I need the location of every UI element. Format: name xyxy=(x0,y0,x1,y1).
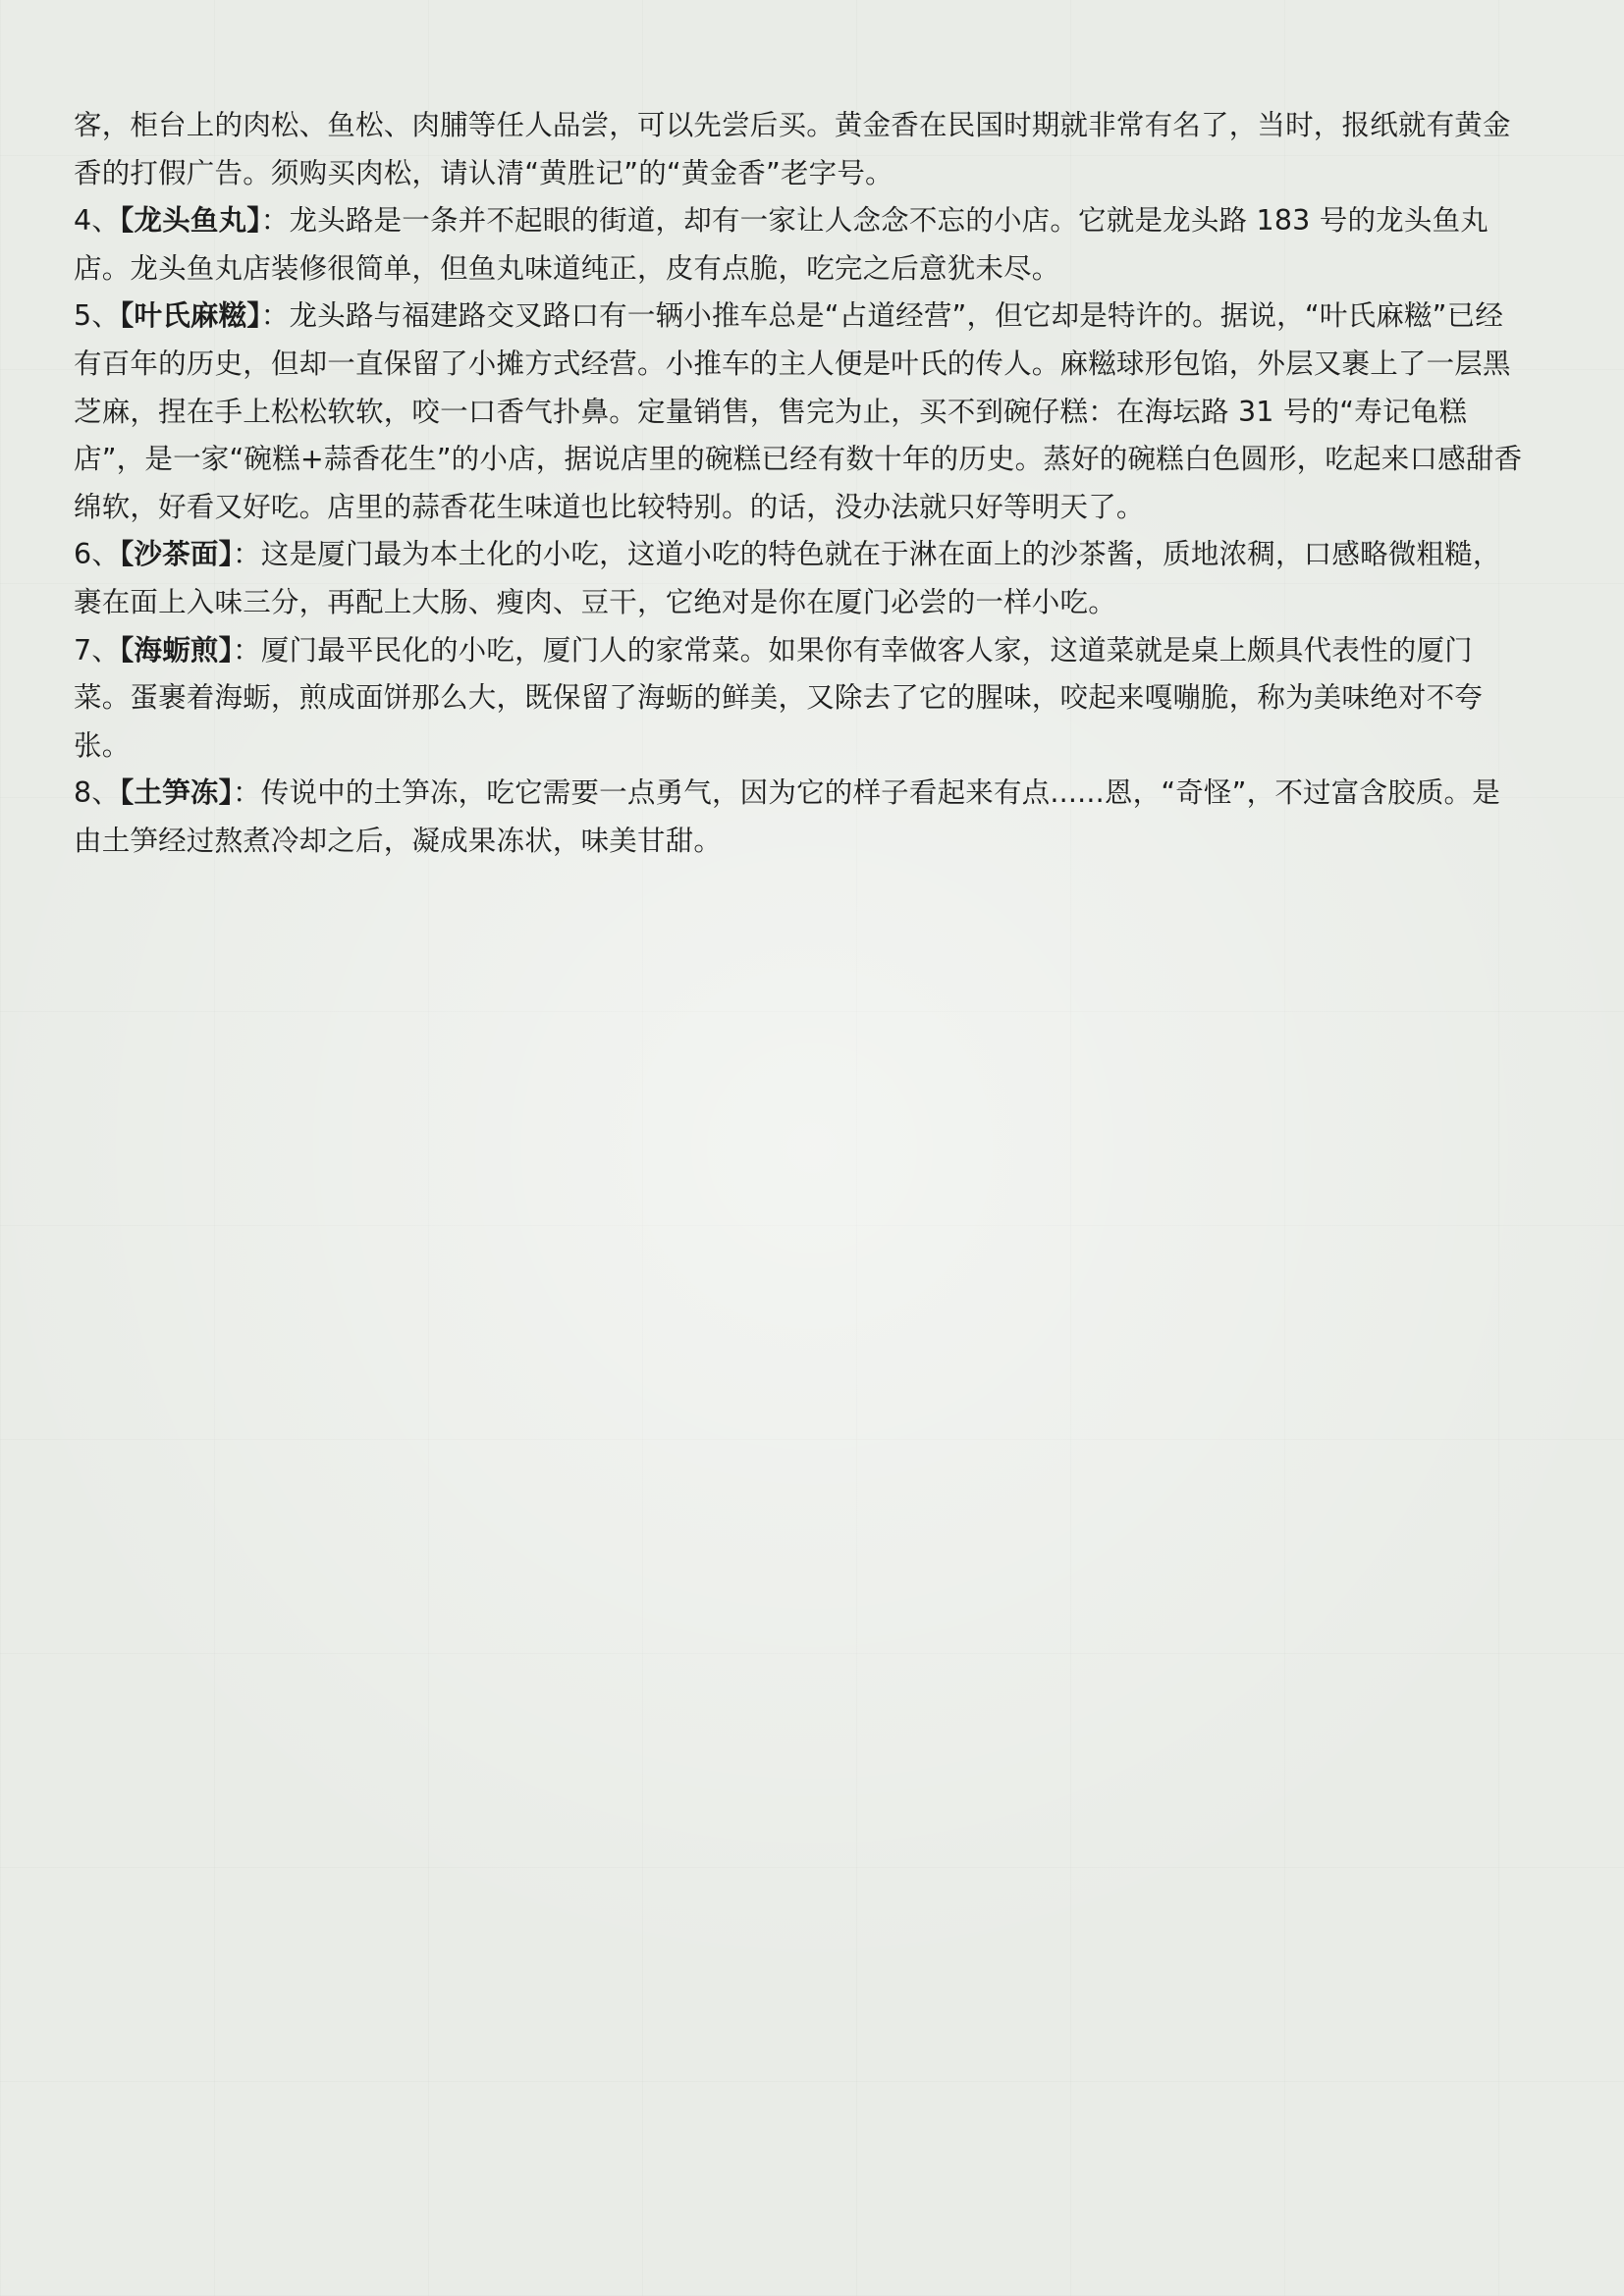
item-title: 【海蛎煎】 xyxy=(120,633,234,667)
item-text: ：龙头路与福建路交叉路口有一辆小推车总是“占道经营”，但它却是特许的。据说，“叶氏麻糍”已经有百年的历史，但却一直保留了小摊方式经营。小推车的主人便是叶氏的传人。麻糍球形包馅，外层又裹上了一层黑芝麻，捏在手上松松软软，咬一口香气扑鼻。定量销售，售完为止，买不到碗仔糕：在海坛路 31 号的“寿记龟糕店”，是一家“碗糕+蒜香花生”的小店，据说店里的碗糕已经有数十年的历史。蒸好的碗糕白色圆形，吃起来口感甜香绵软，好看又好吃。店里的蒜香花生味道也比较特别。的话，没办法就只好等明天了。 xyxy=(74,299,1523,523)
item-title: 【沙茶面】 xyxy=(120,538,234,571)
intro-text: 客，柜台上的肉松、鱼松、肉脯等任人品尝，可以先尝后买。黄金香在民国时期就非常有名了，当时，报纸就有黄金香的打假广告。须购买肉松，请认清“黄胜记”的“黄金香”老字号。 xyxy=(74,109,1511,189)
list-item-8 xyxy=(74,770,1527,865)
list-item-4 xyxy=(74,197,1527,293)
list-item-7 xyxy=(74,627,1527,771)
list-item-5 xyxy=(74,293,1527,531)
item-number: 7、 xyxy=(74,633,121,667)
item-text: ：传说中的土笋冻，吃它需要一点勇气，因为它的样子看起来有点......恩，“奇怪”，不过富含胶质。是由土笋经过熬煮冷却之后，凝成果冻状，味美甘甜。 xyxy=(74,776,1500,857)
item-number: 8、 xyxy=(74,776,121,810)
list-item-6 xyxy=(74,531,1527,626)
item-text: ：这是厦门最为本土化的小吃，这道小吃的特色就在于淋在面上的沙茶酱，质地浓稠，口感略微粗糙，裹在面上入味三分，再配上大肠、瘦肉、豆干，它绝对是你在厦门必尝的一样小吃。 xyxy=(74,538,1501,618)
intro-paragraph xyxy=(74,102,1527,197)
item-text: ：厦门最平民化的小吃，厦门人的家常菜。如果你有幸做客人家，这道菜就是桌上颇具代表性的厦门菜。蛋裹着海蛎，煎成面饼那么大，既保留了海蛎的鲜美，又除去了它的腥味，咬起来嘎嘣脆，称为美味绝对不夸张。 xyxy=(74,633,1484,762)
item-title: 【土笋冻】 xyxy=(120,776,234,810)
item-number: 6、 xyxy=(74,538,121,571)
item-number: 4、 xyxy=(74,204,121,238)
item-title: 【龙头鱼丸】 xyxy=(120,204,261,238)
item-title: 【叶氏麻糍】 xyxy=(120,299,261,333)
item-text: ：龙头路是一条并不起眼的街道，却有一家让人念念不忘的小店。它就是龙头路 183 号的龙头鱼丸店。龙头鱼丸店装修很简单，但鱼丸味道纯正，皮有点脆，吃完之后意犹未尽。 xyxy=(74,204,1489,285)
document-body xyxy=(74,102,1527,866)
item-number: 5、 xyxy=(74,299,121,333)
